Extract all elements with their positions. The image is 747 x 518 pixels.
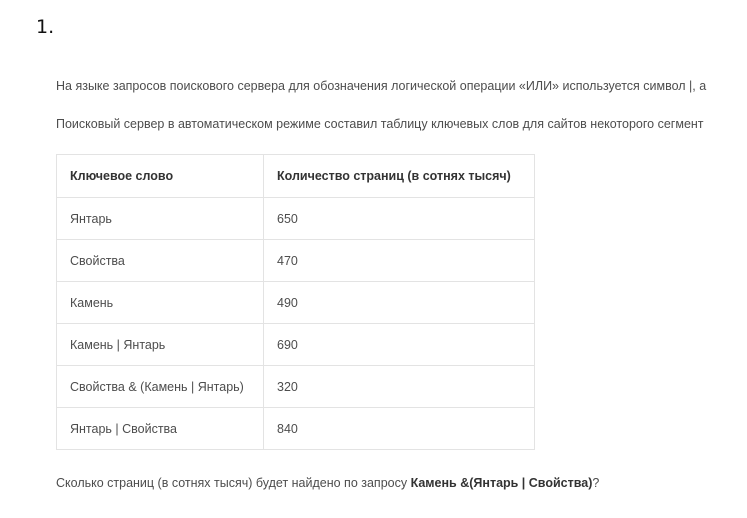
cell-page-count: 650: [264, 198, 535, 240]
question-query: Камень &(Янтарь | Свойства): [410, 476, 593, 490]
table-row: [57, 324, 535, 366]
cell-keyword: Камень: [57, 282, 264, 324]
cell-page-count: 320: [264, 366, 535, 408]
cell-keyword: Свойства: [57, 240, 264, 282]
task-number: 1.: [36, 16, 55, 38]
header-page-count: Количество страниц (в сотнях тысяч): [264, 155, 535, 198]
table-row: [57, 240, 535, 282]
table-row: [57, 198, 535, 240]
table-row: [57, 366, 535, 408]
cell-page-count: 490: [264, 282, 535, 324]
cell-page-count: 690: [264, 324, 535, 366]
cell-page-count: 840: [264, 408, 535, 450]
header-keyword: Ключевое слово: [57, 155, 264, 198]
question-prefix: Сколько страниц (в сотнях тысяч) будет найдено по запросу: [56, 476, 411, 490]
cell-page-count: 470: [264, 240, 535, 282]
intro-text-operator: На языке запросов поискового сервера для обозначения логической операции «ИЛИ» используется символ |, а: [56, 79, 707, 93]
question-suffix: ?: [592, 476, 600, 490]
keywords-table: [56, 154, 535, 450]
question-text: [56, 474, 599, 492]
cell-keyword: Янтарь | Свойства: [57, 408, 264, 450]
cell-keyword: Свойства & (Камень | Янтарь): [57, 366, 264, 408]
table-row: [57, 408, 535, 450]
intro-text-table: Поисковый сервер в автоматическом режиме составил таблицу ключевых слов для сайтов некоторого сегмент: [56, 117, 704, 131]
table-row: [57, 282, 535, 324]
table-header-row: [57, 155, 535, 198]
cell-keyword: Камень | Янтарь: [57, 324, 264, 366]
cell-keyword: Янтарь: [57, 198, 264, 240]
